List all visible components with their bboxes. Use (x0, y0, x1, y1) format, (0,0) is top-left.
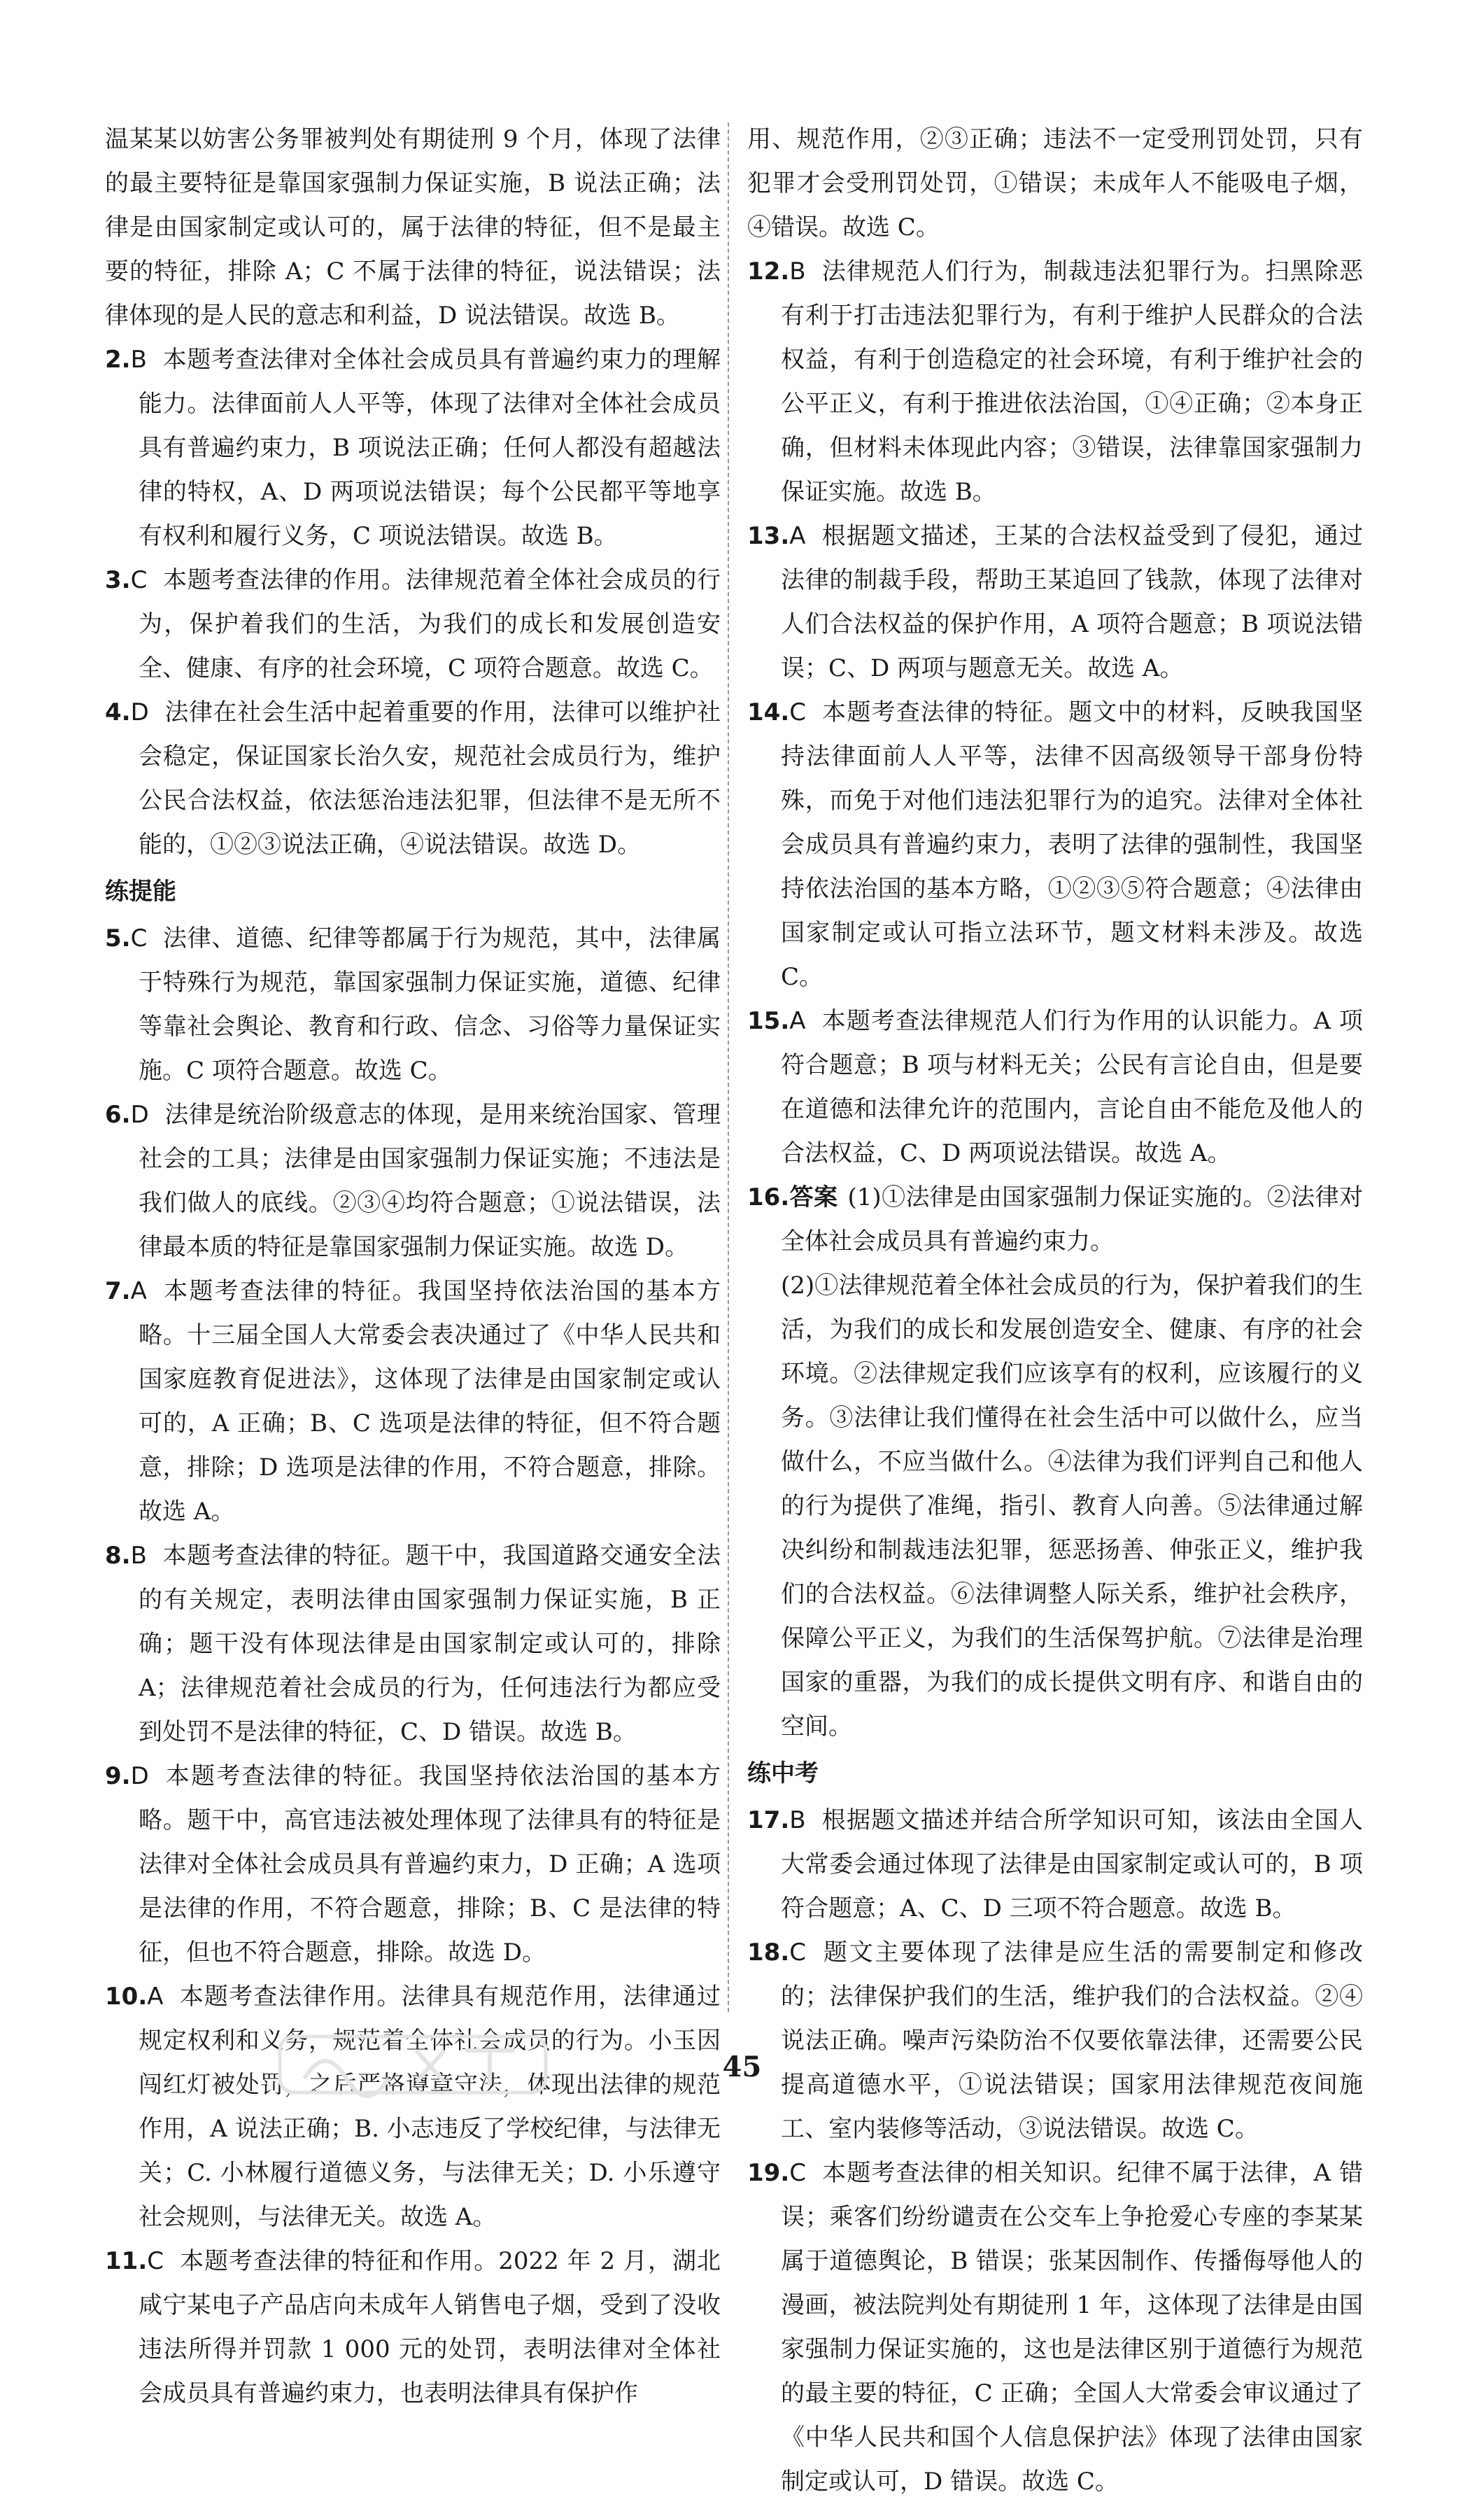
answer-item-16-part-2: (2)①法律规范着全体社会成员的行为，保护着我们的生活，为我们的成长和发展创造安全、健康、有序的社会环境。②法律规定我们应该享有的权利，应该履行的义务。③法律让我们懂得在社会生活中可以做什么，应当做什么，不应当做什么。④法律为我们评判自己和他人的行为提供了准绳，指引、教育人向善。⑤法律通过解决纠纷和制裁违法犯罪，惩恶扬善、伸张正义，维护我们的合法权益。⑥法律调整人际关系，维护社会秩序，保障公平正义，为我们的生活保驾护航。⑦法律是治理国家的重器，为我们的成长提供文明有序、和谐自由的空间。 (781, 1272, 1363, 1740)
item-number: 4. (105, 698, 131, 726)
answer-item-10 (105, 1975, 721, 2239)
item-number: 3. (105, 566, 131, 594)
item-number: 19. (747, 2159, 790, 2187)
explanation-text: 本题考查法律的特征。我国坚持依法治国的基本方略。十三届全国人大常委会表决通过了《中华人民共和国家庭教育促进法》，这体现了法律是由国家制定或认可的，A 正确；B、C 选项是法律的特征，但不符合题意，排除；D 选项是法律的作用，不符合题意，排除。故选 A。 (139, 1277, 721, 1526)
answer-item-3 (105, 558, 721, 691)
explanation-text: 本题考查法律的特征。我国坚持依法治国的基本方略。题干中，高官违法被处理体现了法律具有的特征是法律对全体社会成员具有普遍约束力，D 正确；A 选项是法律的作用，不符合题意，排除；B、C 是法律的特征，但也不符合题意，排除。故选 D。 (139, 1762, 721, 1967)
right-column (747, 118, 1363, 2504)
item-number: 13. (747, 522, 790, 550)
answer-item-18 (747, 1931, 1363, 2151)
section-heading-tineng: 练提能 (105, 878, 176, 906)
answer-item-12 (747, 250, 1363, 514)
answer-choice: B (789, 258, 806, 286)
explanation-text: 本题考查法律的作用。法律规范着全体社会成员的行为，保护着我们的生活，为我们的成长和发展创造安全、健康、有序的社会环境，C 项符合题意。故选 C。 (139, 566, 721, 682)
item-number: 12. (747, 258, 790, 286)
answer-choice: B (130, 1542, 147, 1570)
answer-choice: D (130, 698, 149, 726)
explanation-text: 本题考查法律规范人们行为作用的认识能力。A 项符合题意；B 项与材料无关；公民有言论自由，但是要在道德和法律允许的范围内，言论自由不能危及他人的合法权益，C、D 两项说法错误。故选 A。 (781, 1007, 1363, 1167)
answer-item-15 (747, 999, 1363, 1176)
left-answer-list-a (105, 338, 721, 867)
explanation-text: 本题考查法律的特征。题文中的材料，反映我国坚持法律面前人人平等，法律不因高级领导干部身份特殊，而免于对他们违法犯罪行为的追究。法律对全体社会成员具有普遍约束力，表明了法律的强制性，我国坚持依法治国的基本方略，①②③⑤符合题意；④法律由国家制定或认可指立法环节，题文材料未涉及。故选 C。 (781, 698, 1363, 991)
right-answer-list-a (747, 250, 1363, 1176)
answer-choice: C (789, 698, 806, 726)
item-number: 18. (747, 1939, 790, 1967)
answer-choice: A (130, 1277, 147, 1305)
item-number: 7. (105, 1277, 131, 1305)
item-number: 5. (105, 924, 131, 952)
item-number: 10. (105, 1983, 148, 2011)
explanation-text: 本题考查法律的特征和作用。2022 年 2 月，湖北咸宁某电子产品店向未成年人销售电子烟，受到了没收违法所得并罚款 1 000 元的处罚，表明法律对全体社会成员具有普遍约束力，也表明法律具有保护作 (139, 2247, 721, 2407)
explanation-text: 法律规范人们行为，制裁违法犯罪行为。扫黑除恶有利于打击违法犯罪行为，有利于维护人民群众的合法权益，有利于创造稳定的社会环境，有利于维护社会的公平正义，有利于推进依法治国，①④正确；②本身正确，但材料未体现此内容；③错误，法律靠国家强制力保证实施。故选 B。 (781, 258, 1363, 506)
left-lead-paragraph: 温某某以妨害公务罪被判处有期徒刑 9 个月，体现了法律的最主要特征是靠国家强制力保证实施，B 说法正确；法律是由国家制定或认可的，属于法律的特征，但不是最主要的特征，排除 A；C 不属于法律的特征，说法错误；法律体现的是人民的意志和利益，D 说法错误。故选 B。 (105, 125, 721, 330)
answer-choice: C (130, 566, 148, 594)
explanation-text: 根据题文描述并结合所学知识可知，该法由全国人大常委会通过体现了法律是由国家制定或认可的，B 项符合题意；A、C、D 三项不符合题意。故选 B。 (781, 1806, 1363, 1922)
item-number: 2. (105, 346, 131, 374)
answer-part-1: (1)①法律是由国家强制力保证实施的。②法律对全体社会成员具有普遍约束力。 (781, 1183, 1364, 1255)
explanation-text: 题文主要体现了法律是应生活的需要制定和修改的；法律保护我们的生活，维护我们的合法权益。②④说法正确。噪声污染防治不仅要依靠法律，还需要公民提高道德水平，①说法错误；国家用法律规范夜间施工、室内装修等活动，③说法错误。故选 C。 (781, 1939, 1363, 2143)
answer-choice: C (147, 2247, 164, 2275)
answer-choice: D (130, 1762, 149, 1790)
answer-choice: B (130, 346, 147, 374)
answer-choice: A (789, 1007, 806, 1035)
answer-item-19 (747, 2151, 1363, 2504)
section-heading-zhongkao: 练中考 (747, 1759, 819, 1787)
answer-item-9 (105, 1754, 721, 1975)
answer-item-16 (747, 1176, 1363, 1264)
page-number: 45 (722, 2051, 762, 2083)
explanation-text: 本题考查法律对全体社会成员具有普遍约束力的理解能力。法律面前人人平等，体现了法律对全体社会成员具有普遍约束力，B 项说法正确；任何人都没有超越法律的特权，A、D 两项说法错误；每个公民都平等地享有权利和履行义务，C 项说法错误。故选 B。 (139, 346, 721, 550)
explanation-text: 法律在社会生活中起着重要的作用，法律可以维护社会稳定，保证国家长治久安，规范社会成员行为，维护公民合法权益，依法惩治违法犯罪，但法律不是无所不能的，①②③说法正确，④说法错误。故选 D。 (139, 698, 721, 859)
column-divider (728, 122, 729, 2012)
explanation-text: 法律、道德、纪律等都属于行为规范，其中，法律属于特殊行为规范，靠国家强制力保证实施，道德、纪律等靠社会舆论、教育和行政、信念、习俗等力量保证实施。C 项符合题意。故选 C。 (139, 924, 721, 1085)
item-number: 11. (105, 2247, 148, 2275)
answer-choice: C (789, 1939, 806, 1967)
right-answer-list-b (747, 1799, 1363, 2504)
answer-item-14 (747, 691, 1363, 999)
item-number: 6. (105, 1101, 131, 1129)
answer-item-11 (105, 2239, 721, 2416)
answer-item-8 (105, 1534, 721, 1754)
answer-choice: C (130, 924, 148, 952)
answer-choice: C (789, 2159, 806, 2187)
answer-label: 答案 (789, 1183, 838, 1211)
right-lead-paragraph: 用、规范作用，②③正确；违法不一定受刑罚处罚，只有犯罪才会受刑罚处罚，①错误；未成年人不能吸电子烟，④错误。故选 C。 (747, 125, 1363, 241)
answer-item-13 (747, 514, 1363, 691)
answer-choice: A (147, 1983, 164, 2011)
answer-item-7 (105, 1269, 721, 1534)
explanation-text: 法律是统治阶级意志的体现，是用来统治国家、管理社会的工具；法律是由国家强制力保证实施；不违法是我们做人的底线。②③④均符合题意；①说法错误，法律最本质的特征是靠国家强制力保证实施。故选 D。 (139, 1101, 721, 1261)
answer-choice: D (130, 1101, 149, 1129)
answer-item-4 (105, 691, 721, 867)
answer-item-6 (105, 1093, 721, 1269)
explanation-text: 本题考查法律的相关知识。纪律不属于法律，A 错误；乘客们纷纷谴责在公交车上争抢爱心专座的李某某属于道德舆论，B 错误；张某因制作、传播侮辱他人的漫画，被法院判处有期徒刑 1 年，这体现了法律是由国家强制力保证实施的，这也是法律区别于道德行为规范的最主要的特征，C 正确；全国人大常委会审议通过了《中华人民共和国个人信息保护法》体现了法律由国家制定或认可，D 错误。故选 C。 (781, 2159, 1363, 2496)
explanation-text: 本题考查法律作用。法律具有规范作用，法律通过规定权利和义务，规范着全体社会成员的行为。小玉因闯红灯被处罚，之后严格遵章守法，体现出法律的规范作用，A 说法正确；B. 小志违反了学校纪律，与法律无关；C. 小林履行道德义务，与法律无关；D. 小乐遵守社会规则，与法律无关。故选 A。 (139, 1983, 721, 2231)
explanation-text: 本题考查法律的特征。题干中，我国道路交通安全法的有关规定，表明法律由国家强制力保证实施，B 正确；题干没有体现法律是由国家制定或认可的，排除 A；法律规范着社会成员的行为，任何违法行为都应受到处罚不是法律的特征，C、D 错误。故选 B。 (139, 1542, 721, 1746)
item-number: 16. (747, 1183, 790, 1211)
answer-choice: B (789, 1806, 806, 1834)
answer-item-17 (747, 1799, 1363, 1931)
item-number: 14. (747, 698, 790, 726)
explanation-text: 根据题文描述，王某的合法权益受到了侵犯，通过法律的制裁手段，帮助王某追回了钱款，体现了法律对人们合法权益的保护作用，A 项符合题意；B 项说法错误；C、D 两项与题意无关。故选 A。 (781, 522, 1363, 682)
answer-choice: A (789, 522, 806, 550)
left-answer-list-b (105, 917, 721, 2416)
item-number: 15. (747, 1007, 790, 1035)
item-number: 8. (105, 1542, 131, 1570)
answer-item-5 (105, 917, 721, 1093)
item-number: 17. (747, 1806, 790, 1834)
answer-item-2 (105, 338, 721, 558)
item-number: 9. (105, 1762, 131, 1790)
